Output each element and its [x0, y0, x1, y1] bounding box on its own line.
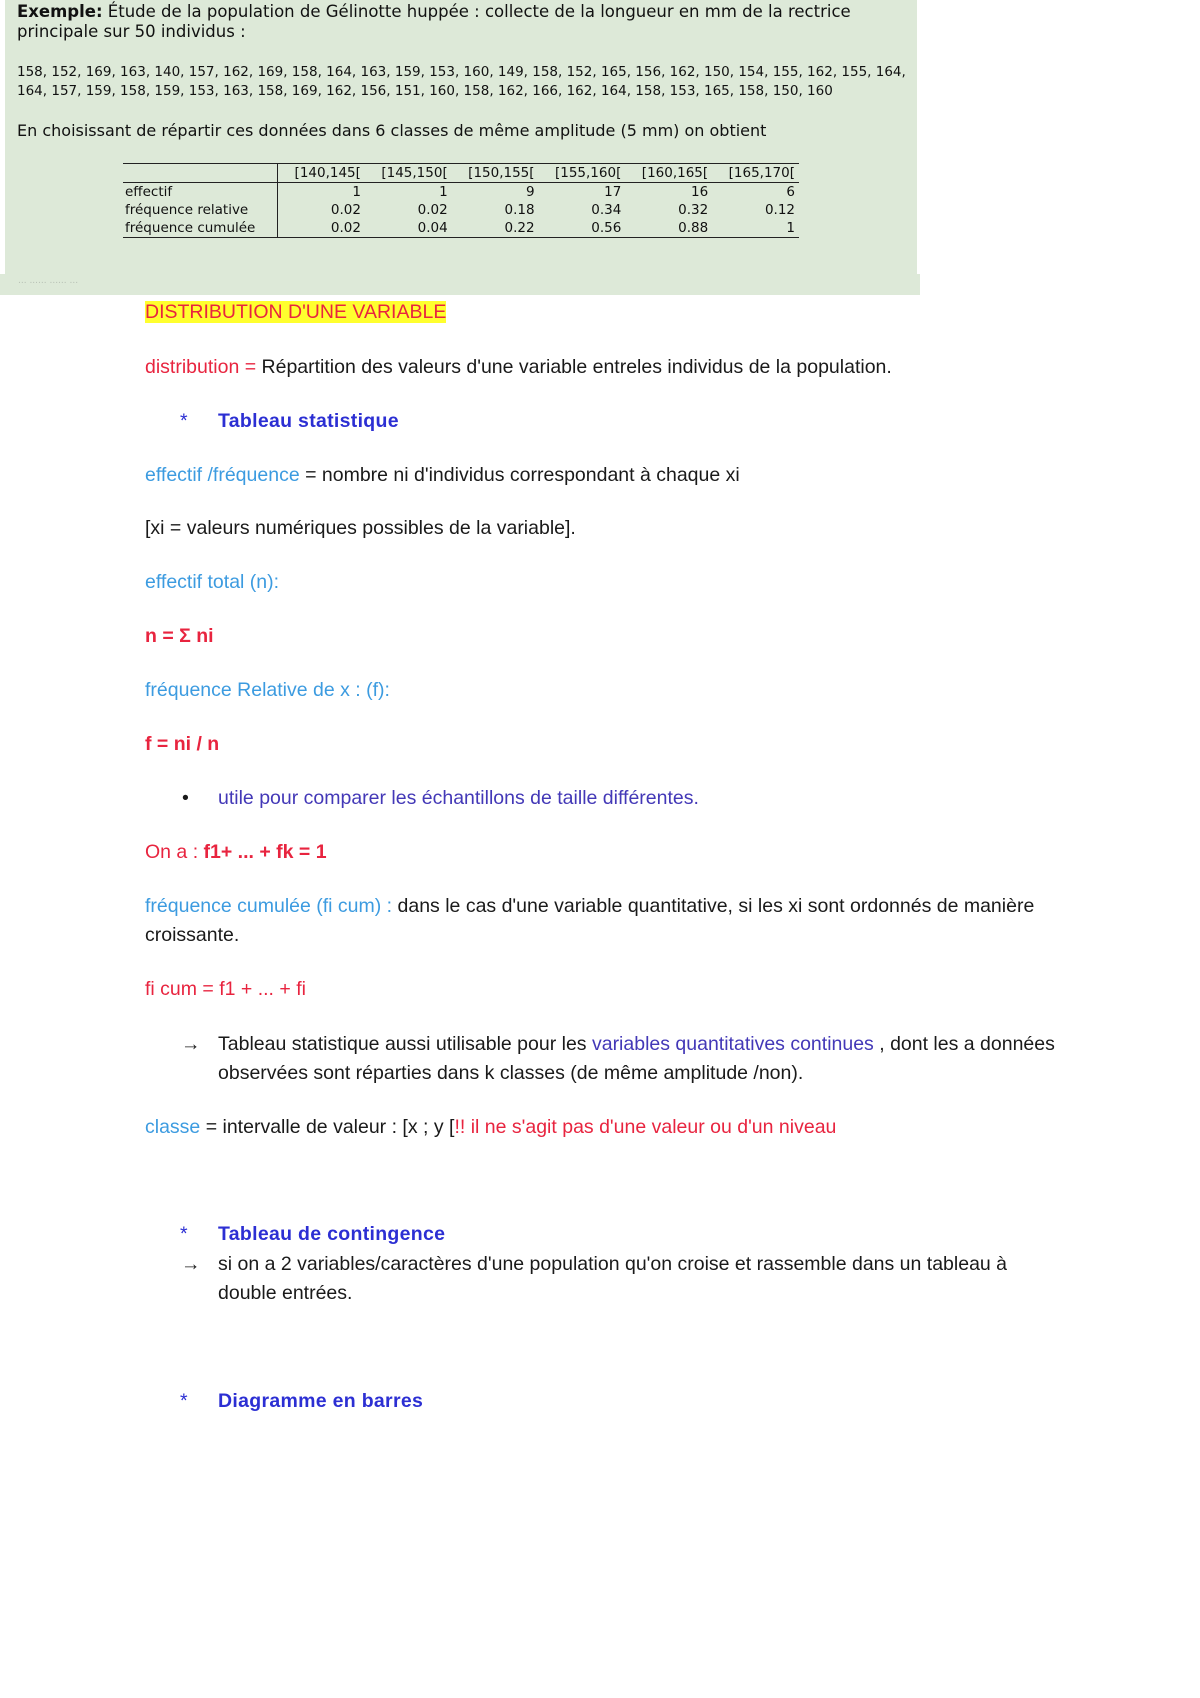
arrow-bullet: → [181, 1033, 201, 1055]
row-label: fréquence relative [123, 201, 278, 219]
arrow-bullet: → [181, 1253, 201, 1275]
table-cell: 1 [439, 184, 448, 200]
table-cell: 6 [786, 184, 795, 200]
bullet-text: utile pour comparer les échantillons de taille différentes. [218, 787, 699, 809]
data-line-2: 164, 157, 159, 158, 159, 153, 163, 158, 169, 162, 156, 151, 160, 158, 162, 166, 162, 164, 158, 153, 165, 158, 150, 160 [17, 83, 833, 99]
section-tableau-statistique: Tableau statistique [218, 410, 399, 432]
table-row [123, 183, 799, 202]
table-cell: 0.56 [539, 219, 626, 238]
figure-bottom-strip [0, 274, 920, 295]
classe-warning: !! il ne s'agit pas d'une valeur ou d'un niveau [454, 1116, 837, 1138]
frequence-relative-formula: f = ni / n [145, 733, 220, 755]
table-cell: 0.12 [764, 202, 795, 218]
star-bullet: * [180, 410, 188, 432]
effectif-definition: = nombre ni d'individus correspondant à chaque xi [299, 464, 740, 486]
contingence-description: si on a 2 variables/caractères d'une population qu'on croise et rassemble dans un tableau à double entrées. [218, 1253, 1008, 1304]
continuous-variables-line [218, 1030, 1058, 1088]
table-header-cell: [140,145[ [278, 164, 365, 183]
cumulative-formula: fi cum = f1 + ... + fi [145, 978, 306, 1000]
example-label: Exemple: [17, 2, 103, 21]
example-description: Étude de la population de Gélinotte huppée : collecte de la longueur en mm de la rectrice principale sur 50 individus : [17, 2, 851, 41]
table-cell: 0.04 [365, 219, 452, 238]
table-cell: 0.02 [330, 202, 361, 218]
star-bullet: * [180, 1390, 188, 1412]
classe-term: classe [145, 1116, 201, 1138]
effectif-total-term: effectif total (n): [145, 571, 280, 593]
table-header-row [123, 164, 799, 183]
example-figure [5, 0, 917, 274]
frequency-table [123, 163, 799, 238]
section-diagramme-barres: Diagramme en barres [218, 1390, 424, 1412]
table-cell: 9 [525, 184, 535, 200]
table-cell: 0.02 [417, 202, 448, 218]
table-header-cell: [155,160[ [539, 164, 626, 183]
page-heading [145, 298, 446, 327]
example-intro: En choisissant de répartir ces données dans 6 classes de même amplitude (5 mm) on obtient [17, 121, 767, 140]
table-header-cell: [165,170[ [712, 164, 799, 183]
bullet-dot: • [182, 787, 189, 809]
section-tableau-contingence: Tableau de contingence [218, 1223, 446, 1245]
cumulative-line [145, 892, 1065, 950]
sum-prefix: On a : [145, 841, 204, 863]
table-cell: 0.34 [591, 202, 622, 218]
distribution-definition: Répartition des valeurs d'une variable entreles individus de la population. [261, 356, 892, 378]
cumulative-term: fréquence cumulée (fi cum) : [145, 895, 393, 917]
distribution-line [145, 353, 892, 382]
table-cell: 17 [604, 184, 622, 200]
row-label: effectif [123, 183, 278, 202]
sum-line [145, 838, 327, 867]
table-header-cell: [145,150[ [365, 164, 452, 183]
table-corner [123, 164, 278, 183]
row-label: fréquence cumulée [123, 219, 278, 238]
sum-formula: f1+ ... + fk = 1 [203, 841, 327, 863]
continuous-term: variables quantitatives continues [591, 1033, 874, 1055]
example-title [17, 2, 917, 42]
data-line-1: 158, 152, 169, 163, 140, 157, 162, 169, 158, 164, 163, 159, 153, 160, 149, 158, 152, 165, 156, 162, 150, 154, 155, 162, 155, 164, [17, 64, 906, 80]
figure-credit: ... ...... ...... ... [18, 276, 79, 286]
table-cell: 16 [690, 184, 709, 200]
table-row [123, 201, 799, 219]
distribution-term: distribution = [145, 356, 262, 378]
classe-line [145, 1113, 836, 1142]
cumulative-definition: dans le cas d'une variable quantitative, si les xi sont ordonnés de manière croissante. [145, 895, 1035, 946]
table-cell: 0.18 [504, 202, 535, 218]
table-header-cell: [150,155[ [452, 164, 539, 183]
heading-highlight: DISTRIBUTION D'UNE VARIABLE [145, 301, 447, 323]
table-cell: 1 [712, 219, 799, 238]
effectif-total-formula: n = Σ ni [145, 625, 214, 647]
effectif-line [145, 461, 740, 490]
table-cell: 1 [352, 184, 361, 200]
classe-definition: = intervalle de valeur : [x ; y [ [200, 1116, 455, 1138]
example-data [17, 63, 917, 101]
continuous-text-c: , dont les a données observées sont réparties dans k classes (de même amplitude /non). [218, 1033, 1055, 1084]
table-header-cell: [160,165[ [625, 164, 712, 183]
table-cell: 0.02 [278, 219, 365, 238]
table-cell: 0.32 [678, 202, 709, 218]
star-bullet: * [180, 1223, 188, 1245]
table-cell: 0.88 [625, 219, 712, 238]
effectif-term: effectif /fréquence [145, 464, 300, 486]
continuous-text-a: Tableau statistique aussi utilisable pour les [218, 1033, 592, 1055]
table-cell: 0.22 [452, 219, 539, 238]
frequence-relative-term: fréquence Relative de x : (f): [145, 679, 390, 701]
xi-definition: [xi = valeurs numériques possibles de la variable]. [145, 517, 576, 539]
table-row [123, 219, 799, 238]
